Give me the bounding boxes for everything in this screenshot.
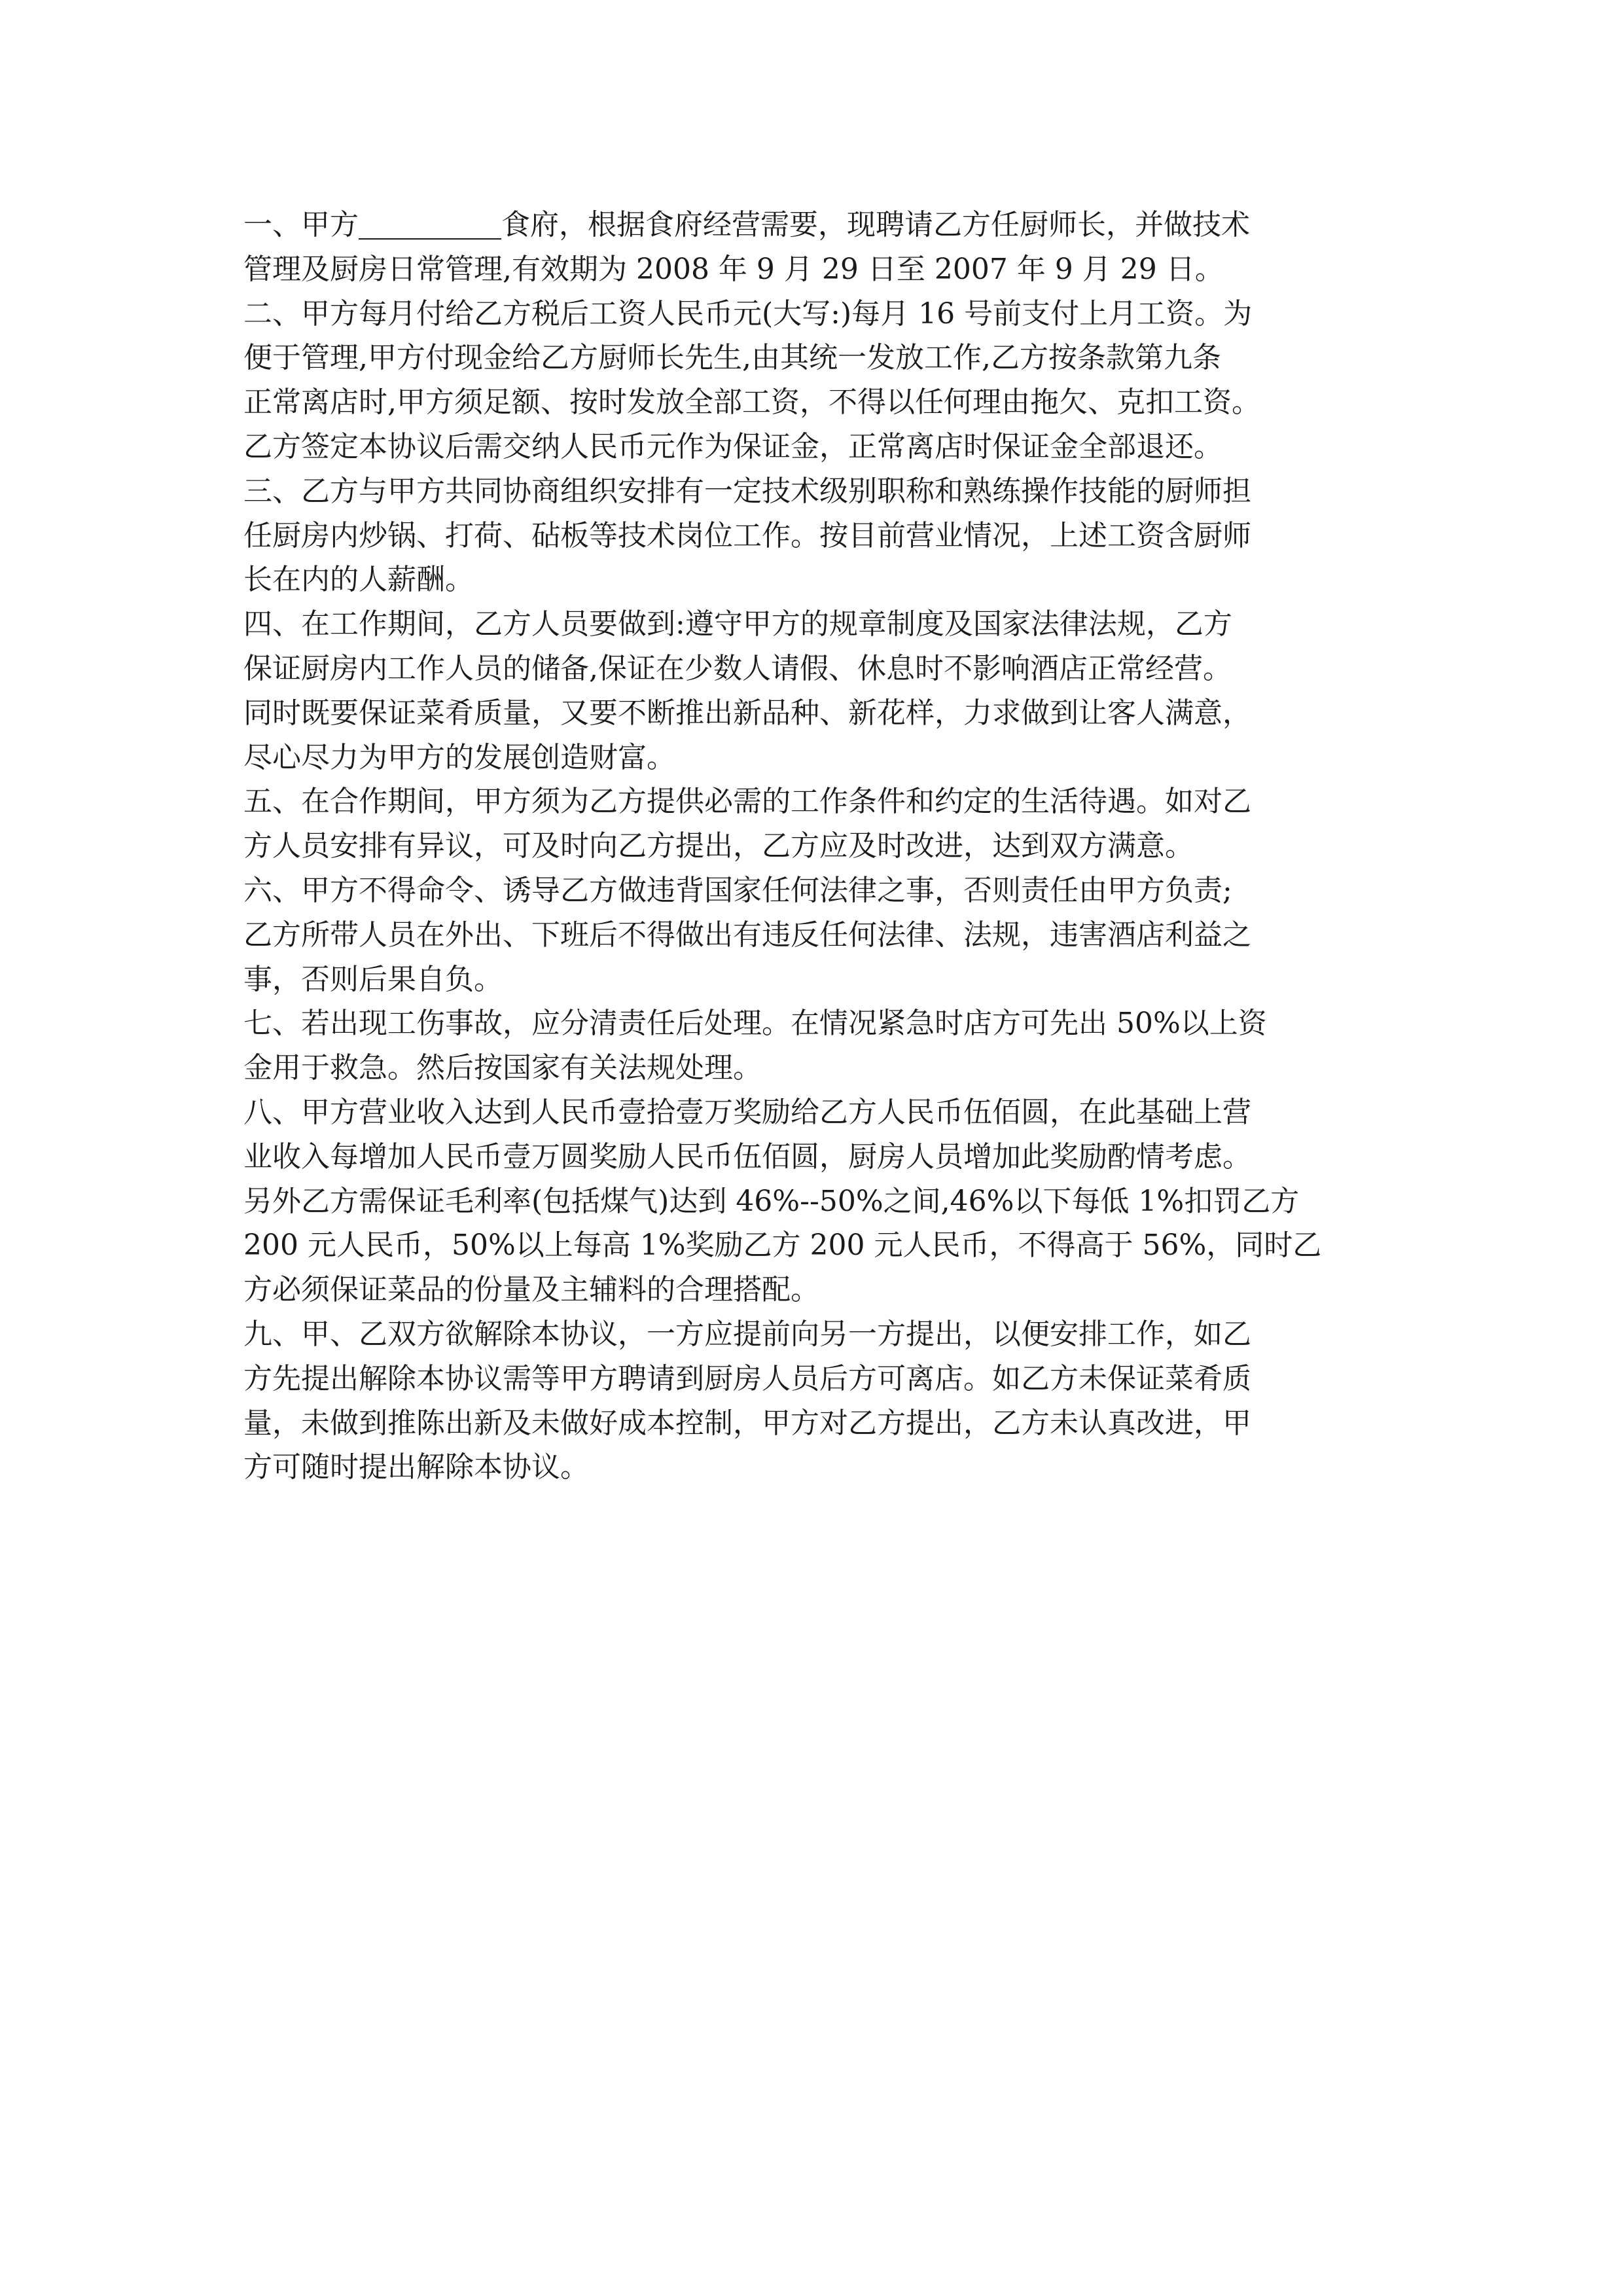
text-line: 方先提出解除本协议需等甲方聘请到厨房人员后方可离店。如乙方未保证菜肴质 [243, 1361, 1251, 1395]
text-line: 乙方所带人员在外出、下班后不得做出有违反任何法律、法规，违害酒店利益之 [243, 918, 1251, 952]
text-line: 五、在合作期间，甲方须为乙方提供必需的工作条件和约定的生活待遇。如对乙 [243, 785, 1251, 819]
text-line: 方必须保证菜品的份量及主辅料的合理搭配。 [243, 1273, 819, 1307]
text-line: 管理及厨房日常管理,有效期为 2008 年 9 月 29 日至 2007 年 9 月 29 日。 [243, 252, 1224, 286]
text-line: 便于管理,甲方付现金给乙方厨师长先生,由其统一发放工作,乙方按条款第九条 [243, 341, 1221, 375]
line-text: 食府，根据食府经营需要，现聘请乙方任厨师长，并做技术 [501, 208, 1250, 242]
text-line: 另外乙方需保证毛利率(包括煤气)达到 46%--50%之间,46%以下每低 1%扣罚乙方 [243, 1184, 1300, 1218]
contract-body [243, 203, 1408, 1490]
text-line: 八、甲方营业收入达到人民币壹拾壹万奖励给乙方人民币伍佰圆，在此基础上营 [243, 1095, 1251, 1129]
text-line: 保证厨房内工作人员的储备,保证在少数人请假、休息时不影响酒店正常经营。 [243, 651, 1232, 685]
text-line: 方人员安排有异议，可及时向乙方提出，乙方应及时改进，达到双方满意。 [243, 829, 1194, 863]
fill-in-blank [359, 209, 501, 240]
text-line: 事，否则后果自负。 [243, 962, 503, 996]
text-line: 正常离店时,甲方须足额、按时发放全部工资，不得以任何理由拖欠、克扣工资。 [243, 386, 1260, 420]
text-line: 200 元人民币，50%以上每高 1%奖励乙方 200 元人民币，不得高于 56%，同时乙 [243, 1229, 1322, 1263]
text-line: 三、乙方与甲方共同协商组织安排有一定技术级别职称和熟练操作技能的厨师担 [243, 474, 1251, 508]
text-line: 业收入每增加人民币壹万圆奖励人民币伍佰圆，厨房人员增加此奖励酌情考虑。 [243, 1139, 1251, 1174]
line-text: 一、甲方 [243, 208, 359, 242]
text-line: 四、在工作期间，乙方人员要做到:遵守甲方的规章制度及国家法律法规，乙方 [243, 607, 1232, 641]
text-line: 六、甲方不得命令、诱导乙方做违背国家任何法律之事，否则责任由甲方负责; [243, 873, 1232, 907]
text-line: 尽心尽力为甲方的发展创造财富。 [243, 740, 675, 774]
text-line: 二、甲方每月付给乙方税后工资人民币元(大写:)每月 16 号前支付上月工资。为 [243, 296, 1253, 331]
text-line: 九、甲、乙双方欲解除本协议，一方应提前向另一方提出，以便安排工作，如乙 [243, 1317, 1251, 1351]
text-line: 七、若出现工伤事故，应分清责任后处理。在情况紧急时店方可先出 50%以上资 [243, 1007, 1267, 1041]
text-line: 长在内的人薪酬。 [243, 563, 474, 597]
text-line: 量，未做到推陈出新及未做好成本控制，甲方对乙方提出，乙方未认真改进，甲 [243, 1406, 1251, 1440]
text-line: 任厨房内炒锅、打荷、砧板等技术岗位工作。按目前营业情况，上述工资含厨师 [243, 518, 1251, 552]
text-line: 方可随时提出解除本协议。 [243, 1450, 589, 1484]
text-line: 同时既要保证菜肴质量，又要不断推出新品种、新花样，力求做到让客人满意， [243, 696, 1251, 730]
text-line [243, 203, 1408, 247]
text-line: 金用于救急。然后按国家有关法规处理。 [243, 1051, 762, 1085]
text-line: 乙方签定本协议后需交纳人民币元作为保证金，正常离店时保证金全部退还。 [243, 429, 1222, 463]
